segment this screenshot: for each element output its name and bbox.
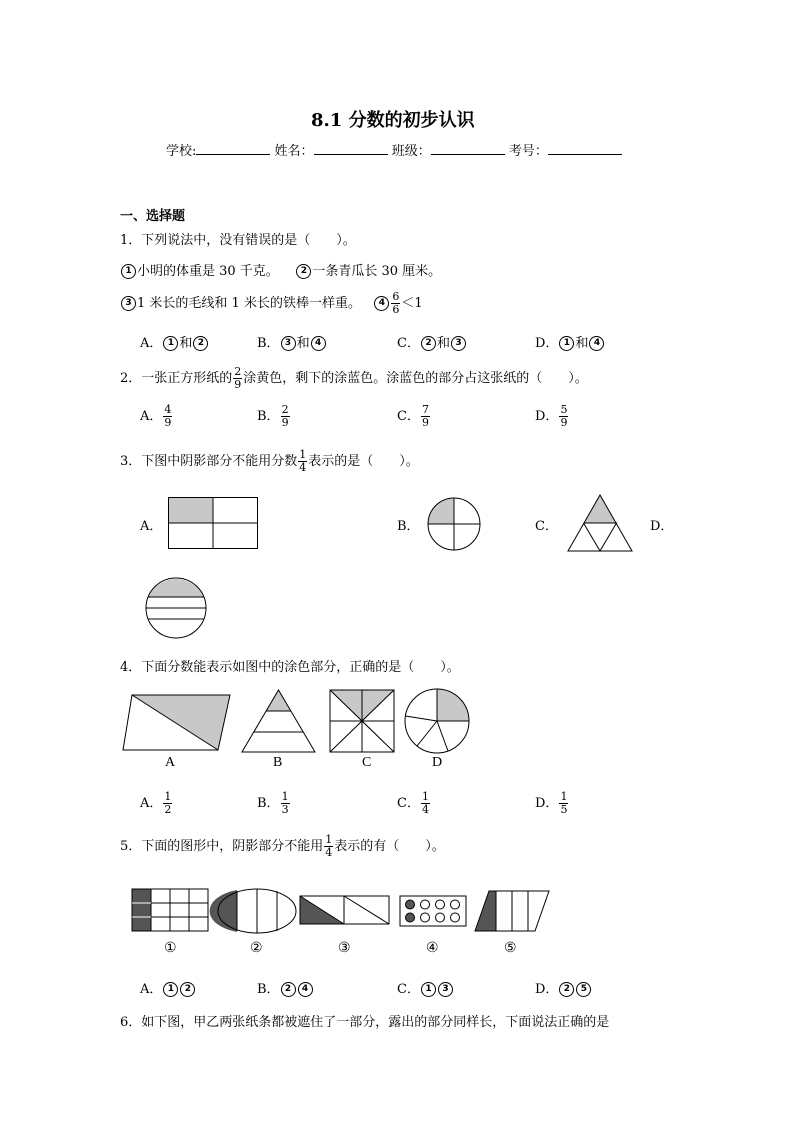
q2-option-d[interactable]: D． $\frac{5}{9}$	[535, 403, 568, 429]
school-blank[interactable]	[196, 142, 270, 155]
q3-figure-a-rectangle	[168, 497, 258, 549]
q5-stem: 5．下面的图形中，阴影部分不能用 $\frac{1}{4}$ 表示的有（ ）。	[120, 833, 445, 859]
q3-option-c[interactable]: C．	[535, 519, 558, 534]
q4-option-c[interactable]: C． $\frac{1}{4}$	[397, 790, 429, 816]
q5-figure-label-3: ③	[338, 941, 351, 956]
circled-number: 3	[121, 296, 136, 311]
q5-figure-label-4: ④	[426, 941, 439, 956]
q1-option-c[interactable]: C． 2 和 3	[397, 332, 467, 351]
fraction: $\frac{1}{4}$	[299, 448, 307, 474]
q6-stem: 6．如下图，甲乙两张纸条都被遮住了一部分，露出的部分同样长，下面说法正确的是	[120, 1015, 610, 1030]
q4-figure-label-c: C	[362, 755, 372, 770]
q5-option-c[interactable]: C． 1 3	[397, 978, 454, 997]
exam-no-blank[interactable]	[548, 142, 622, 155]
q5-figure-3-rectangle	[299, 895, 391, 925]
name-blank[interactable]	[314, 142, 388, 155]
q1-statement-line-1	[120, 260, 441, 279]
q4-figure-label-b: B	[273, 755, 283, 770]
q1-statement-3: 1 米长的毛线和 1 米长的铁棒一样重。	[137, 296, 361, 311]
q4-option-a[interactable]: A． $\frac{1}{2}$	[140, 790, 172, 816]
class-blank[interactable]	[431, 142, 505, 155]
q5-figure-label-1: ①	[164, 941, 177, 956]
name-label: 姓名：	[274, 144, 314, 159]
circled-number: 1	[121, 264, 136, 279]
q1-statement-1: 小明的体重是 30 千克。	[137, 264, 279, 279]
q1-option-b[interactable]: B． 3 和 4	[257, 332, 327, 351]
fraction: $\frac{2}{9}$	[234, 365, 242, 391]
q3-option-b[interactable]: B．	[397, 519, 420, 534]
page-title: 8.1 分数的初步认识	[311, 110, 475, 131]
q1-option-d[interactable]: D． 1 和 4	[535, 332, 605, 351]
q4-figure-a-parallelogram	[122, 694, 232, 752]
q2-option-a[interactable]: A． $\frac{4}{9}$	[140, 403, 172, 429]
q2-option-c[interactable]: C． $\frac{7}{9}$	[397, 403, 429, 429]
section-heading: 一、选择题	[120, 209, 186, 224]
q5-figure-5-parallelogram	[474, 890, 550, 932]
q3-figure-c-triangle	[567, 494, 633, 552]
q5-figure-label-2: ②	[250, 941, 263, 956]
q3-stem: 3．下图中阴影部分不能用分数 $\frac{1}{4}$ 表示的是（ ）。	[120, 448, 419, 474]
q5-option-d[interactable]: D． 2 5	[535, 978, 592, 997]
q2-stem: 2．一张正方形纸的 $\frac{2}{9}$ 涂黄色，剩下的涂蓝色。涂蓝色的部分占这张纸的（ ）。	[120, 365, 588, 391]
q5-option-a[interactable]: A． 1 2	[140, 978, 196, 997]
q5-figure-2-ellipse	[217, 888, 297, 934]
q5-figure-1-grid	[131, 888, 209, 932]
fraction: $\frac{1}{4}$	[325, 833, 333, 859]
q1-statement-2: 一条青瓜长 30 厘米。	[312, 264, 442, 279]
q5-figure-label-5: ⑤	[504, 941, 517, 956]
q3-option-d[interactable]: D．	[650, 519, 674, 534]
q4-option-b[interactable]: B． $\frac{1}{3}$	[257, 790, 289, 816]
circled-number: 2	[296, 264, 311, 279]
q1-statement-4-tail: ＜1	[401, 296, 423, 311]
q4-figure-d-circle	[403, 688, 471, 754]
q5-figure-4-dots	[399, 895, 467, 927]
q4-figure-b-triangle	[241, 689, 316, 753]
q3-figure-b-circle	[426, 496, 482, 552]
q3-option-a[interactable]: A．	[140, 519, 163, 534]
fraction: $\frac{6}{6}$	[392, 290, 400, 316]
q3-figure-d-circle	[145, 577, 207, 639]
class-label: 班级：	[391, 144, 431, 159]
school-label: 学校:	[166, 144, 197, 159]
q4-option-d[interactable]: D． $\frac{1}{5}$	[535, 790, 568, 816]
circled-number: 4	[374, 296, 389, 311]
q1-statement-line-2	[120, 291, 423, 316]
q2-option-b[interactable]: B． $\frac{2}{9}$	[257, 403, 289, 429]
q4-figure-c-square	[329, 689, 395, 753]
q4-figure-label-a: A	[165, 755, 176, 770]
q4-figure-label-d: D	[432, 755, 443, 770]
q1-option-a[interactable]: A． 1 和 2	[140, 332, 209, 351]
q5-option-b[interactable]: B． 2 4	[257, 978, 314, 997]
student-info-row	[166, 140, 622, 159]
exam-no-label: 考号：	[508, 144, 548, 159]
q4-stem: 4．下面分数能表示如图中的涂色部分，正确的是（ ）。	[120, 660, 460, 675]
q1-stem: 1．下列说法中，没有错误的是（ ）。	[120, 233, 356, 248]
